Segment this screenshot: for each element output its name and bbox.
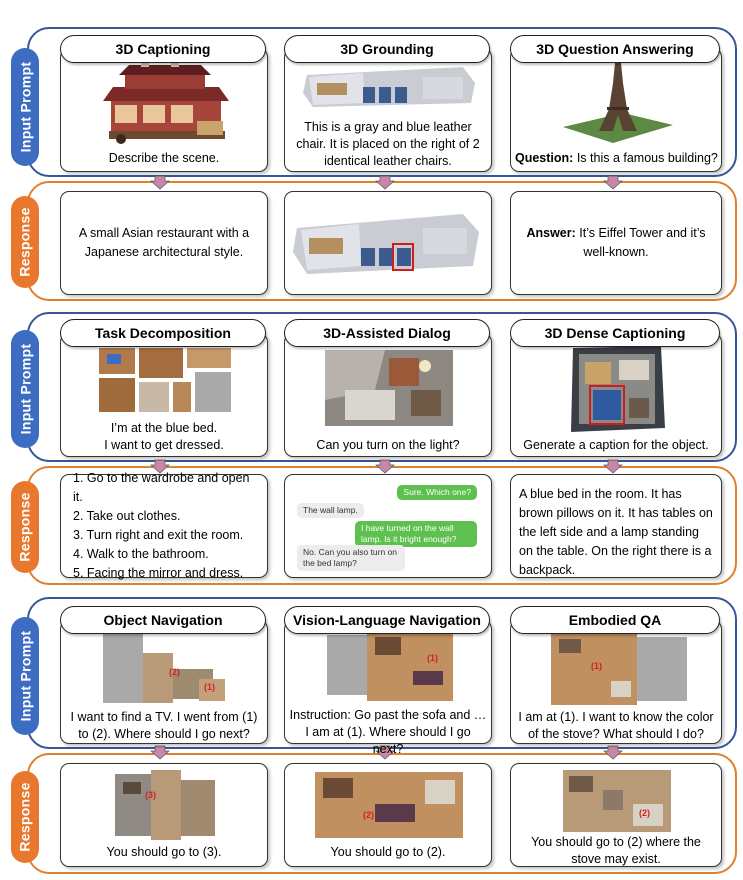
response-card-dense bbox=[510, 474, 722, 578]
svg-text:(2): (2) bbox=[363, 810, 374, 820]
response-card-dialog bbox=[284, 474, 492, 578]
input-prompt-tab-3: Input Prompt bbox=[11, 617, 39, 735]
qa-prompt: Question: Is this a famous building? bbox=[515, 151, 718, 165]
dense-response: A blue bed in the room. It has brown pillows on it. It has tables on the left side and a lamp standing on the table. On the right there is a backpack. bbox=[519, 487, 713, 577]
vln-map-image bbox=[327, 631, 453, 701]
card-vln bbox=[284, 620, 492, 756]
down-arrow-icon bbox=[151, 176, 169, 189]
card-object-navigation bbox=[60, 620, 268, 744]
dense-prompt: Generate a caption for the object. bbox=[523, 438, 709, 452]
house-floorplan-image bbox=[99, 348, 231, 412]
task-step: 1. Go to the wardrobe and open it. bbox=[73, 471, 250, 504]
title-3d-assisted-dialog: 3D-Assisted Dialog bbox=[284, 319, 490, 347]
down-arrow-icon bbox=[604, 460, 622, 473]
card-3d-dense-captioning bbox=[510, 333, 722, 457]
title-3d-grounding: 3D Grounding bbox=[284, 35, 490, 63]
eqa-map-image bbox=[551, 633, 687, 705]
card-3d-grounding bbox=[284, 48, 492, 172]
grounding-prompt: This is a gray and blue leather chair. It is placed on the right of 2 identical leather chairs. bbox=[296, 120, 480, 168]
task-prompt-line1: I’m at the blue bed. bbox=[110, 421, 218, 435]
svg-text:(1): (1) bbox=[427, 653, 438, 663]
task-step: 4. Walk to the bathroom. bbox=[73, 547, 209, 561]
bedroom-render-image bbox=[325, 350, 453, 426]
response-tab-2: Response bbox=[11, 481, 39, 573]
vln-prompt-line2: I am at (1). Where should I go next? bbox=[305, 725, 471, 756]
eqa-response-map-image bbox=[563, 770, 671, 832]
chat-bubble-user: The wall lamp. bbox=[297, 503, 364, 518]
objnav-response: You should go to (3). bbox=[106, 845, 222, 859]
dialog-prompt: Can you turn on the light? bbox=[316, 438, 460, 452]
chat-bubble-agent: Sure. Which one? bbox=[397, 485, 477, 500]
svg-text:(2): (2) bbox=[639, 808, 650, 818]
down-arrow-icon bbox=[151, 746, 169, 759]
card-3d-captioning bbox=[60, 48, 268, 172]
eqa-prompt: I am at (1). I want to know the color of the stove? What should I do? bbox=[518, 710, 714, 741]
title-embodied-qa: Embodied QA bbox=[510, 606, 720, 634]
down-arrow-icon bbox=[376, 460, 394, 473]
room-scan-image bbox=[303, 65, 478, 109]
card-embodied-qa bbox=[510, 620, 722, 744]
response-card-qa bbox=[510, 191, 722, 295]
svg-text:(1): (1) bbox=[591, 661, 602, 671]
captioning-response: A small Asian restaurant with a Japanese architectural style. bbox=[78, 226, 250, 259]
room-scan-topdown-image bbox=[567, 344, 667, 434]
response-tab-3: Response bbox=[11, 771, 39, 863]
down-arrow-icon bbox=[604, 746, 622, 759]
grounded-room-scan-image bbox=[293, 208, 483, 280]
down-arrow-icon bbox=[604, 176, 622, 189]
response-tab-1: Response bbox=[11, 196, 39, 288]
task-step: 2. Take out clothes. bbox=[73, 509, 181, 523]
vln-response-map-image bbox=[315, 772, 463, 838]
down-arrow-icon bbox=[376, 176, 394, 189]
chat-bubble-user: No. Can you also turn on the bed lamp? bbox=[297, 545, 405, 571]
card-3d-assisted-dialog bbox=[284, 333, 492, 457]
objnav-prompt: I want to find a TV. I went from (1) to (2). Where should I go next? bbox=[70, 710, 258, 741]
response-card-eqa bbox=[510, 763, 722, 867]
title-object-navigation: Object Navigation bbox=[60, 606, 266, 634]
task-step: 3. Turn right and exit the room. bbox=[73, 528, 244, 542]
input-prompt-tab-1: Input Prompt bbox=[11, 48, 39, 166]
eiffel-tower-image bbox=[563, 63, 673, 147]
title-3d-question-answering: 3D Question Answering bbox=[510, 35, 720, 63]
svg-text:(2): (2) bbox=[169, 667, 180, 677]
vln-prompt-line1: Instruction: Go past the sofa and … bbox=[289, 708, 487, 722]
response-card-vln bbox=[284, 763, 492, 867]
title-task-decomposition: Task Decomposition bbox=[60, 319, 266, 347]
response-card-task bbox=[60, 471, 268, 580]
captioning-prompt: Describe the scene. bbox=[108, 151, 220, 165]
svg-text:(1): (1) bbox=[204, 682, 215, 692]
response-card-captioning bbox=[60, 191, 268, 295]
card-3d-qa bbox=[510, 48, 722, 172]
objnav-map-image bbox=[103, 633, 229, 705]
svg-text:(3): (3) bbox=[145, 790, 156, 800]
restaurant-model-image bbox=[101, 59, 231, 145]
task-steps bbox=[73, 471, 259, 580]
vln-response: You should go to (2). bbox=[330, 845, 446, 859]
eqa-response: You should go to (2) where the stove may exist. bbox=[531, 835, 701, 866]
card-task-decomposition bbox=[60, 333, 268, 457]
task-step: 5. Facing the mirror and dress. bbox=[73, 566, 244, 580]
response-card-objnav bbox=[60, 763, 268, 867]
qa-response: Answer: It’s Eiffel Tower and it’s well-known. bbox=[526, 226, 706, 259]
task-prompt-line2: I want to get dressed. bbox=[104, 438, 224, 452]
objnav-response-map-image bbox=[115, 770, 215, 840]
title-vision-language-navigation: Vision-Language Navigation bbox=[284, 606, 490, 634]
title-3d-captioning: 3D Captioning bbox=[60, 35, 266, 63]
input-prompt-tab-2: Input Prompt bbox=[11, 330, 39, 448]
response-card-grounding bbox=[284, 191, 492, 295]
title-3d-dense-captioning: 3D Dense Captioning bbox=[510, 319, 720, 347]
chat-bubble-agent: I have turned on the wall lamp. Is it bright enough? bbox=[355, 521, 477, 547]
